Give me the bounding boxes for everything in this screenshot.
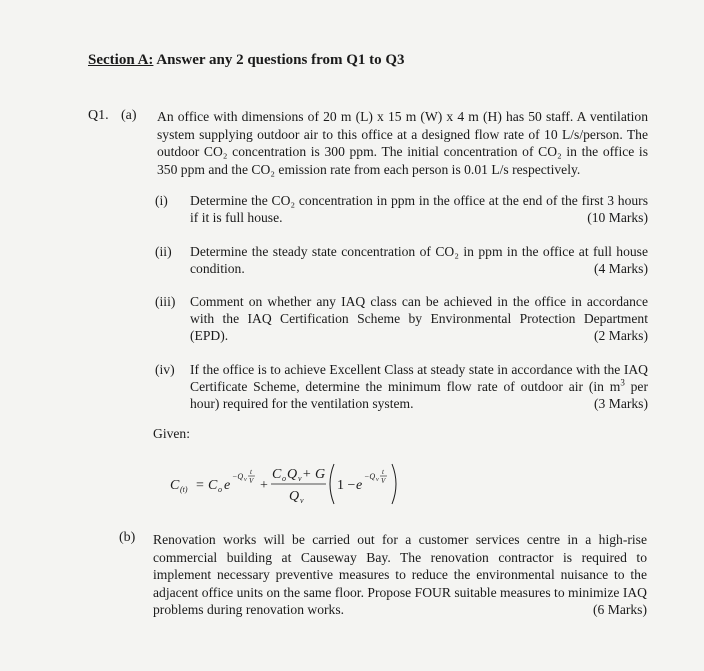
part-b-question: Renovation works will be carried out for a customer services centre in a high-rise commercial building at Causeway Bay. The renovation contractor is required to implement necessary preventive measures to reduce the environmental nuisance to the adjacent office units on the same floor. Propose FOUR suitable measures to minimize IAQ problems during renovation works. xyxy=(153,532,647,617)
sub-question-text: Determine the steady state concentration of CO₂ in ppm in the office at full house condition. xyxy=(190,244,648,276)
formula-one-minus: 1 − xyxy=(337,478,356,493)
formula-exp-v: V xyxy=(249,477,254,485)
marks-label: (10 Marks) xyxy=(587,210,648,225)
formula-exp-sub: v xyxy=(244,477,247,483)
formula-den-q: Q xyxy=(289,489,300,504)
formula-term1-sub: o xyxy=(218,485,222,494)
given-label: Given: xyxy=(153,426,190,441)
marks-label: (2 Marks) xyxy=(594,328,648,343)
formula-e: e xyxy=(224,478,231,493)
formula-num-sub: o xyxy=(282,474,286,483)
formula-left-paren xyxy=(330,464,334,504)
section-heading xyxy=(88,52,405,69)
superscript-three: 3 xyxy=(620,377,625,388)
formula-plus: + xyxy=(260,478,268,493)
section-label: Section A: xyxy=(88,52,154,68)
formula-num-c: C xyxy=(272,467,282,482)
formula-num-q: Q xyxy=(287,467,298,482)
sub-question-text: If the office is to achieve Excellent Class at steady state in accordance with the IAQ Certificate Scheme, determine the minimum flow rate of outdoor air (in m xyxy=(190,362,648,394)
sub-question-number: (ii) xyxy=(155,244,172,259)
sub-question-text: Determine the CO₂ concentration in ppm in the office at the end of the first 3 hours if it is full house. xyxy=(190,193,648,225)
formula-lhs-c: C xyxy=(170,478,180,493)
formula-num-qsub: v xyxy=(298,474,302,483)
concentration-formula xyxy=(168,458,408,510)
formula-e2: e xyxy=(356,478,363,493)
marks-label: (4 Marks) xyxy=(594,261,648,276)
formula-exp2-v: V xyxy=(381,477,386,485)
part-a-intro: An office with dimensions of 20 m (L) x 15 m (W) x 4 m (H) has 50 staff. A ventilation system supplying outdoor air to this office at a designed flow rate of 10 L/s/person. The outdoor CO₂ concentration is 300 ppm. The initial concentration of CO₂ in the office is 350 ppm and the CO₂ emission rate from each person is 0.01 L/s respectively. xyxy=(157,109,648,177)
sub-question-number: (iii) xyxy=(155,294,176,309)
formula-exp2-t: t xyxy=(382,468,384,476)
question-number: Q1. xyxy=(88,108,109,123)
sub-question-number: (iv) xyxy=(155,362,175,377)
part-b-label: (b) xyxy=(119,530,136,545)
formula-equals: = xyxy=(196,478,204,493)
sub-question-text-cont: per hour) required for the ventilation system. xyxy=(190,379,648,411)
formula-num-rest: + G xyxy=(302,467,326,482)
formula-exp2-sub: v xyxy=(376,477,379,483)
marks-label: (6 Marks) xyxy=(593,602,647,617)
formula-lhs-sub: (t) xyxy=(180,485,188,494)
formula-exp2-q: −Q xyxy=(364,472,376,481)
formula-exp-t: t xyxy=(250,468,252,476)
section-instruction: Answer any 2 questions from Q1 to Q3 xyxy=(153,52,405,68)
sub-question-text: Comment on whether any IAQ class can be achieved in the office in accordance with the IAQ Certification Scheme by Environmental Protection Department (EPD). xyxy=(190,294,648,343)
marks-label: (3 Marks) xyxy=(594,396,648,411)
part-a-label: (a) xyxy=(121,108,137,123)
sub-question-number: (i) xyxy=(155,193,168,208)
formula-term1-c: C xyxy=(208,478,218,493)
formula-exp-q: −Q xyxy=(232,472,244,481)
formula-right-paren xyxy=(392,464,396,504)
part-b-text xyxy=(153,531,647,619)
formula-den-sub: v xyxy=(300,496,304,505)
